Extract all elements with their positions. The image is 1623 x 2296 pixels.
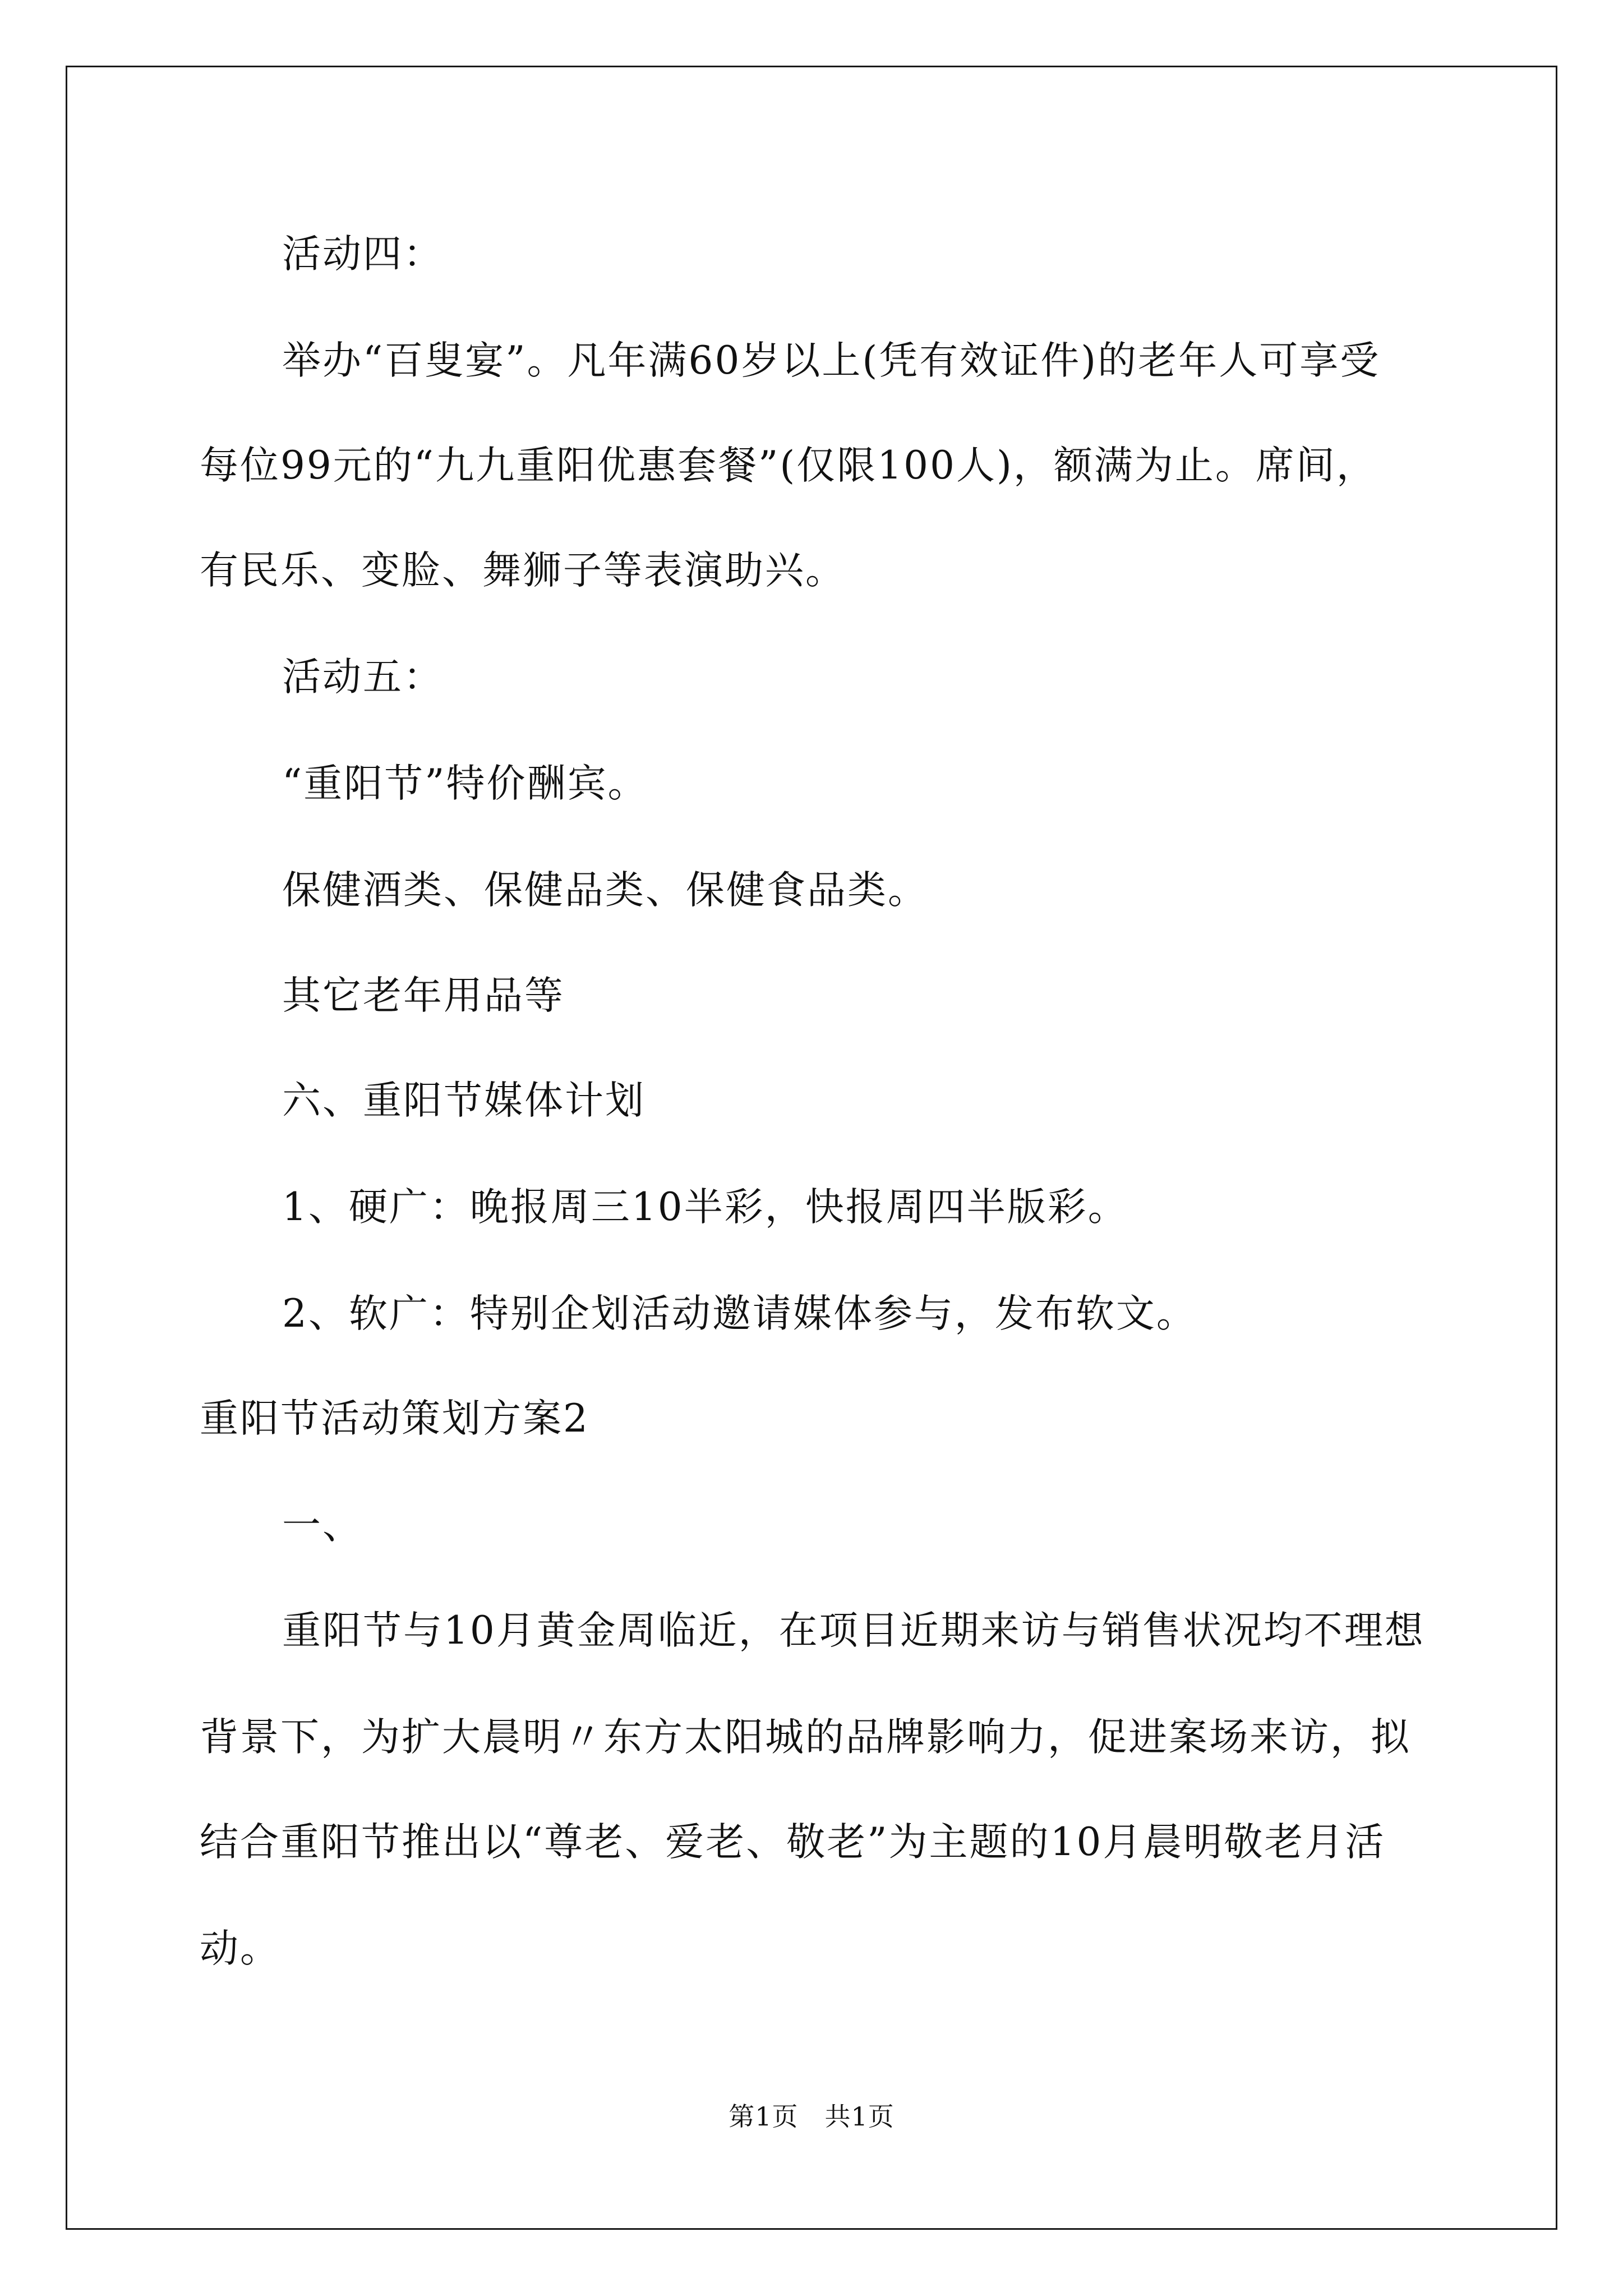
activity-4-heading: 活动四： — [282, 232, 444, 277]
section-heading: 一、 — [282, 1503, 363, 1548]
body-paragraph-line: 举办“百叟宴”。凡年满60岁以上(凭有效证件)的老年人可享受 — [282, 338, 1381, 383]
document-title: 重阳节活动策划方案2 — [200, 1396, 589, 1441]
body-paragraph-line: 背景下，为扩大晨明〃东方太阳城的品牌影响力，促进案场来访，拟 — [200, 1715, 1411, 1760]
list-item: 2、软广：特别企划活动邀请媒体参与，发布软文。 — [282, 1291, 1197, 1336]
list-item: 1、硬广：晚报周三10半彩，快报周四半版彩。 — [282, 1185, 1128, 1230]
body-paragraph-line: 保健酒类、保健品类、保健食品类。 — [282, 868, 928, 913]
section-heading: 六、重阳节媒体计划 — [282, 1078, 645, 1123]
body-paragraph-line: 有民乐、变脸、舞狮子等表演助兴。 — [200, 548, 846, 593]
body-paragraph-line: 重阳节与10月黄金周临近，在项目近期来访与销售状况均不理想 — [282, 1608, 1425, 1653]
page-number-footer: 第1页 共1页 — [728, 2101, 895, 2132]
body-paragraph-line: “重阳节”特价酬宾。 — [282, 761, 648, 806]
body-paragraph-line: 结合重阳节推出以“尊老、爱老、敬老”为主题的10月晨明敬老月活 — [200, 1820, 1386, 1865]
activity-5-heading: 活动五： — [282, 655, 444, 700]
body-paragraph-line: 动。 — [200, 1926, 280, 1971]
body-paragraph-line: 每位99元的“九九重阳优惠套餐”(仅限100人)，额满为止。席间， — [200, 443, 1377, 488]
body-paragraph-line: 其它老年用品等 — [282, 973, 565, 1018]
page-border — [66, 66, 1557, 2230]
